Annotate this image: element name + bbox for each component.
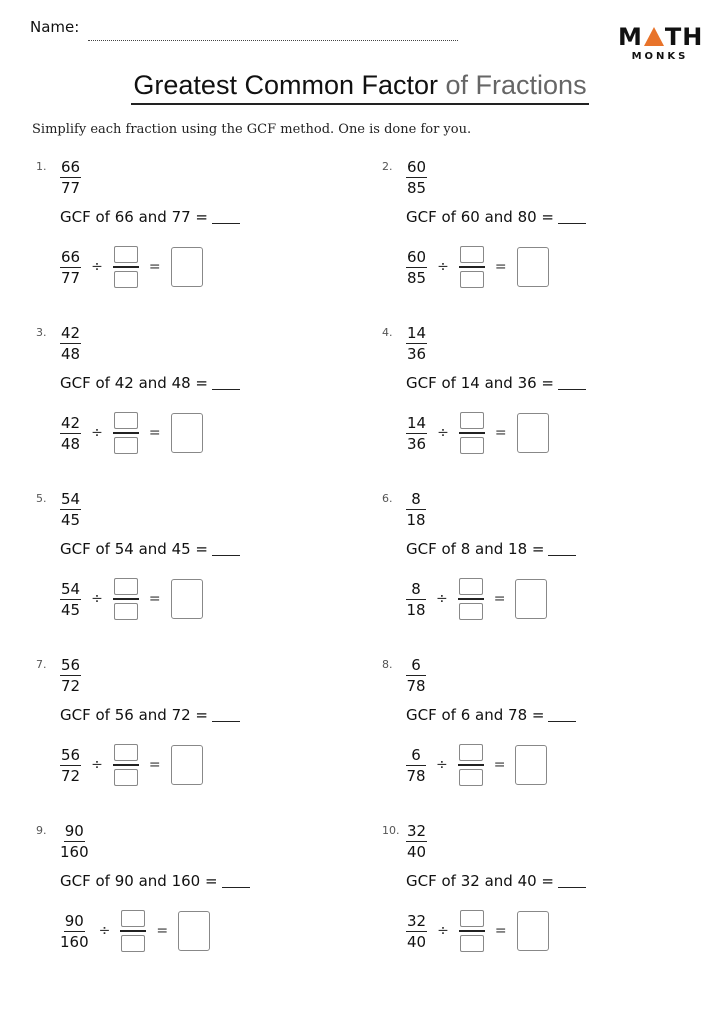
problem-item (36, 490, 366, 640)
problem-number: 4. (382, 326, 393, 339)
equals-sign: = (494, 923, 507, 939)
problem-item (36, 822, 366, 972)
answer-box[interactable] (171, 247, 203, 287)
division-equation (406, 744, 547, 786)
divisor-top-box[interactable] (459, 578, 483, 595)
problem-denominator: 78 (406, 677, 426, 695)
gcf-prompt (406, 374, 586, 392)
gcf-answer-blank[interactable] (212, 707, 240, 722)
fraction-bar (113, 266, 139, 268)
divisor-bottom-box[interactable] (459, 603, 483, 620)
divisor-bottom-box[interactable] (114, 769, 138, 786)
answer-box[interactable] (171, 745, 203, 785)
gcf-answer-blank[interactable] (548, 541, 576, 556)
equation-denominator: 78 (406, 766, 426, 785)
divisor-top-box[interactable] (114, 412, 138, 429)
problem-fraction (406, 324, 427, 363)
gcf-prompt (60, 208, 240, 226)
problem-numerator: 60 (407, 158, 427, 176)
answer-box[interactable] (178, 911, 210, 951)
problem-denominator: 77 (61, 179, 81, 197)
title-underline (131, 70, 588, 105)
problem-item (382, 158, 712, 308)
equation-denominator: 48 (61, 434, 81, 453)
problem-numerator: 54 (61, 490, 81, 508)
divisor-top-box[interactable] (459, 744, 483, 761)
fraction-bar (113, 598, 139, 600)
division-equation (406, 578, 547, 620)
divisor-top-box[interactable] (114, 246, 138, 263)
equation-fraction (60, 746, 81, 785)
problem-numerator: 56 (61, 656, 81, 674)
fraction-bar (113, 432, 139, 434)
divisor-fraction-boxes (459, 246, 485, 288)
gcf-answer-blank[interactable] (558, 873, 586, 888)
problem-number: 1. (36, 160, 47, 173)
problem-number: 10. (382, 824, 400, 837)
fraction-bar (459, 432, 485, 434)
answer-box[interactable] (171, 579, 203, 619)
divisor-top-box[interactable] (460, 910, 484, 927)
problem-item (382, 656, 712, 806)
fraction-bar (120, 930, 146, 932)
divisor-fraction-boxes (459, 910, 485, 952)
gcf-answer-blank[interactable] (212, 209, 240, 224)
logo-text-th: TH (664, 23, 704, 51)
divide-sign: ÷ (91, 259, 103, 275)
problem-numerator: 42 (61, 324, 81, 342)
divisor-bottom-box[interactable] (114, 271, 138, 288)
equation-numerator: 90 (64, 911, 84, 930)
problem-numerator: 32 (407, 822, 427, 840)
divisor-bottom-box[interactable] (114, 437, 138, 454)
equation-fraction (406, 746, 426, 785)
divide-sign: ÷ (437, 259, 449, 275)
equation-numerator: 32 (407, 911, 427, 930)
equation-numerator: 60 (407, 247, 427, 266)
problem-numerator: 6 (406, 656, 426, 676)
equation-numerator: 54 (61, 579, 81, 598)
equation-denominator: 36 (407, 434, 427, 453)
division-equation (406, 412, 549, 454)
gcf-prompt (60, 540, 240, 558)
equation-denominator: 72 (61, 766, 81, 785)
division-equation (406, 246, 549, 288)
gcf-answer-blank[interactable] (222, 873, 250, 888)
divide-sign: ÷ (436, 757, 448, 773)
fraction-bar (459, 266, 485, 268)
equals-sign: = (148, 425, 161, 441)
logo-text-m: M (618, 23, 643, 51)
answer-box[interactable] (515, 745, 547, 785)
problem-item (382, 324, 712, 474)
page-title (0, 70, 720, 105)
gcf-prompt (406, 208, 586, 226)
equation-fraction (406, 580, 426, 619)
divisor-bottom-box[interactable] (460, 437, 484, 454)
divisor-bottom-box[interactable] (460, 271, 484, 288)
divisor-top-box[interactable] (460, 246, 484, 263)
equals-sign: = (494, 259, 507, 275)
divisor-fraction-boxes (458, 578, 484, 620)
divisor-top-box[interactable] (114, 744, 138, 761)
equation-numerator: 56 (61, 745, 81, 764)
problem-item (36, 324, 366, 474)
problem-numerator: 14 (407, 324, 427, 342)
problem-fraction (406, 490, 426, 529)
divisor-top-box[interactable] (121, 910, 145, 927)
divide-sign: ÷ (437, 425, 449, 441)
title-sub: of Fractions (445, 70, 587, 100)
division-equation (60, 744, 203, 786)
equation-denominator: 85 (407, 268, 427, 287)
divide-sign: ÷ (436, 591, 448, 607)
divide-sign: ÷ (98, 923, 111, 939)
problem-item (36, 158, 366, 308)
equals-sign: = (148, 591, 161, 607)
problem-fraction (60, 656, 81, 695)
equals-sign: = (494, 425, 507, 441)
problem-fraction (60, 822, 89, 861)
divisor-fraction-boxes (113, 744, 139, 786)
problem-denominator: 45 (61, 511, 81, 529)
problem-denominator: 18 (406, 511, 426, 529)
divisor-fraction-boxes (113, 246, 139, 288)
problem-denominator: 85 (407, 179, 427, 197)
equation-denominator: 18 (406, 600, 426, 619)
problem-number: 3. (36, 326, 47, 339)
divisor-top-box[interactable] (114, 578, 138, 595)
problem-number: 2. (382, 160, 393, 173)
divisor-top-box[interactable] (460, 412, 484, 429)
equals-sign: = (156, 923, 169, 939)
name-blank-line[interactable] (88, 40, 458, 41)
equation-denominator: 40 (407, 932, 427, 951)
gcf-text: GCF of 90 and 160 = (60, 872, 218, 890)
division-equation (60, 578, 203, 620)
problem-number: 7. (36, 658, 47, 671)
equation-denominator: 77 (61, 268, 81, 287)
problem-number: 9. (36, 824, 47, 837)
problem-number: 6. (382, 492, 393, 505)
divide-sign: ÷ (91, 425, 103, 441)
divisor-fraction-boxes (459, 412, 485, 454)
equation-fraction (60, 248, 81, 287)
equation-fraction (406, 248, 427, 287)
divisor-bottom-box[interactable] (121, 935, 145, 952)
problem-denominator: 160 (60, 843, 89, 861)
division-equation (406, 910, 549, 952)
equation-fraction (60, 580, 81, 619)
equals-sign: = (493, 591, 506, 607)
problem-number: 8. (382, 658, 393, 671)
problem-denominator: 36 (407, 345, 427, 363)
equation-fraction (406, 912, 427, 951)
gcf-text: GCF of 42 and 48 = (60, 374, 208, 392)
gcf-prompt (406, 872, 586, 890)
gcf-text: GCF of 66 and 77 = (60, 208, 208, 226)
triangle-icon (644, 27, 664, 46)
fraction-bar (113, 764, 139, 766)
instructions: Simplify each fraction using the GCF method. One is done for you. (32, 122, 472, 137)
problem-denominator: 40 (407, 843, 427, 861)
title-main: Greatest Common Factor (133, 70, 438, 100)
gcf-text: GCF of 32 and 40 = (406, 872, 554, 890)
problem-numerator: 90 (64, 822, 84, 840)
division-equation (60, 246, 203, 288)
answer-box[interactable] (517, 911, 549, 951)
gcf-answer-blank[interactable] (212, 375, 240, 390)
equals-sign: = (148, 757, 161, 773)
answer-box[interactable] (171, 413, 203, 453)
divisor-fraction-boxes (113, 578, 139, 620)
problem-denominator: 48 (61, 345, 81, 363)
divisor-fraction-boxes (458, 744, 484, 786)
problem-numerator: 66 (61, 158, 81, 176)
equals-sign: = (493, 757, 506, 773)
equation-numerator: 42 (61, 413, 81, 432)
problem-item (382, 822, 712, 972)
problem-numerator: 8 (406, 490, 426, 510)
divisor-bottom-box[interactable] (459, 769, 483, 786)
equation-denominator: 45 (61, 600, 81, 619)
divisor-fraction-boxes (120, 910, 146, 952)
problem-number: 5. (36, 492, 47, 505)
equation-fraction (60, 912, 89, 951)
gcf-prompt (60, 374, 240, 392)
equation-numerator: 14 (407, 413, 427, 432)
math-monks-logo (618, 24, 702, 62)
problem-denominator: 72 (61, 677, 81, 695)
logo-subtext: MONKS (631, 51, 689, 62)
equation-denominator: 160 (60, 932, 89, 951)
gcf-prompt (60, 706, 240, 724)
problem-item (36, 656, 366, 806)
divide-sign: ÷ (91, 757, 103, 773)
gcf-answer-blank[interactable] (212, 541, 240, 556)
problem-fraction (406, 822, 427, 861)
logo-wordmark (618, 24, 702, 50)
equation-fraction (406, 414, 427, 453)
equation-fraction (60, 414, 81, 453)
division-equation (60, 910, 210, 952)
problem-fraction (60, 324, 81, 363)
equation-numerator: 6 (406, 746, 426, 766)
divide-sign: ÷ (91, 591, 103, 607)
answer-box[interactable] (517, 413, 549, 453)
division-equation (60, 412, 203, 454)
divisor-bottom-box[interactable] (460, 935, 484, 952)
gcf-answer-blank[interactable] (548, 707, 576, 722)
problem-item (382, 490, 712, 640)
name-label: Name: (30, 18, 80, 36)
gcf-text: GCF of 56 and 72 = (60, 706, 208, 724)
problem-fraction (60, 158, 81, 197)
gcf-text: GCF of 8 and 18 = (406, 540, 545, 558)
gcf-text: GCF of 60 and 80 = (406, 208, 554, 226)
gcf-text: GCF of 6 and 78 = (406, 706, 545, 724)
equals-sign: = (148, 259, 161, 275)
gcf-answer-blank[interactable] (558, 209, 586, 224)
divide-sign: ÷ (437, 923, 449, 939)
fraction-bar (458, 764, 484, 766)
gcf-text: GCF of 14 and 36 = (406, 374, 554, 392)
gcf-prompt (406, 540, 576, 558)
gcf-text: GCF of 54 and 45 = (60, 540, 208, 558)
gcf-prompt (406, 706, 576, 724)
fraction-bar (459, 930, 485, 932)
divisor-bottom-box[interactable] (114, 603, 138, 620)
equation-numerator: 66 (61, 247, 81, 266)
fraction-bar (458, 598, 484, 600)
gcf-prompt (60, 872, 250, 890)
problem-fraction (406, 656, 426, 695)
equation-numerator: 8 (406, 580, 426, 600)
problem-fraction (406, 158, 427, 197)
answer-box[interactable] (515, 579, 547, 619)
gcf-answer-blank[interactable] (558, 375, 586, 390)
problem-fraction (60, 490, 81, 529)
divisor-fraction-boxes (113, 412, 139, 454)
answer-box[interactable] (517, 247, 549, 287)
